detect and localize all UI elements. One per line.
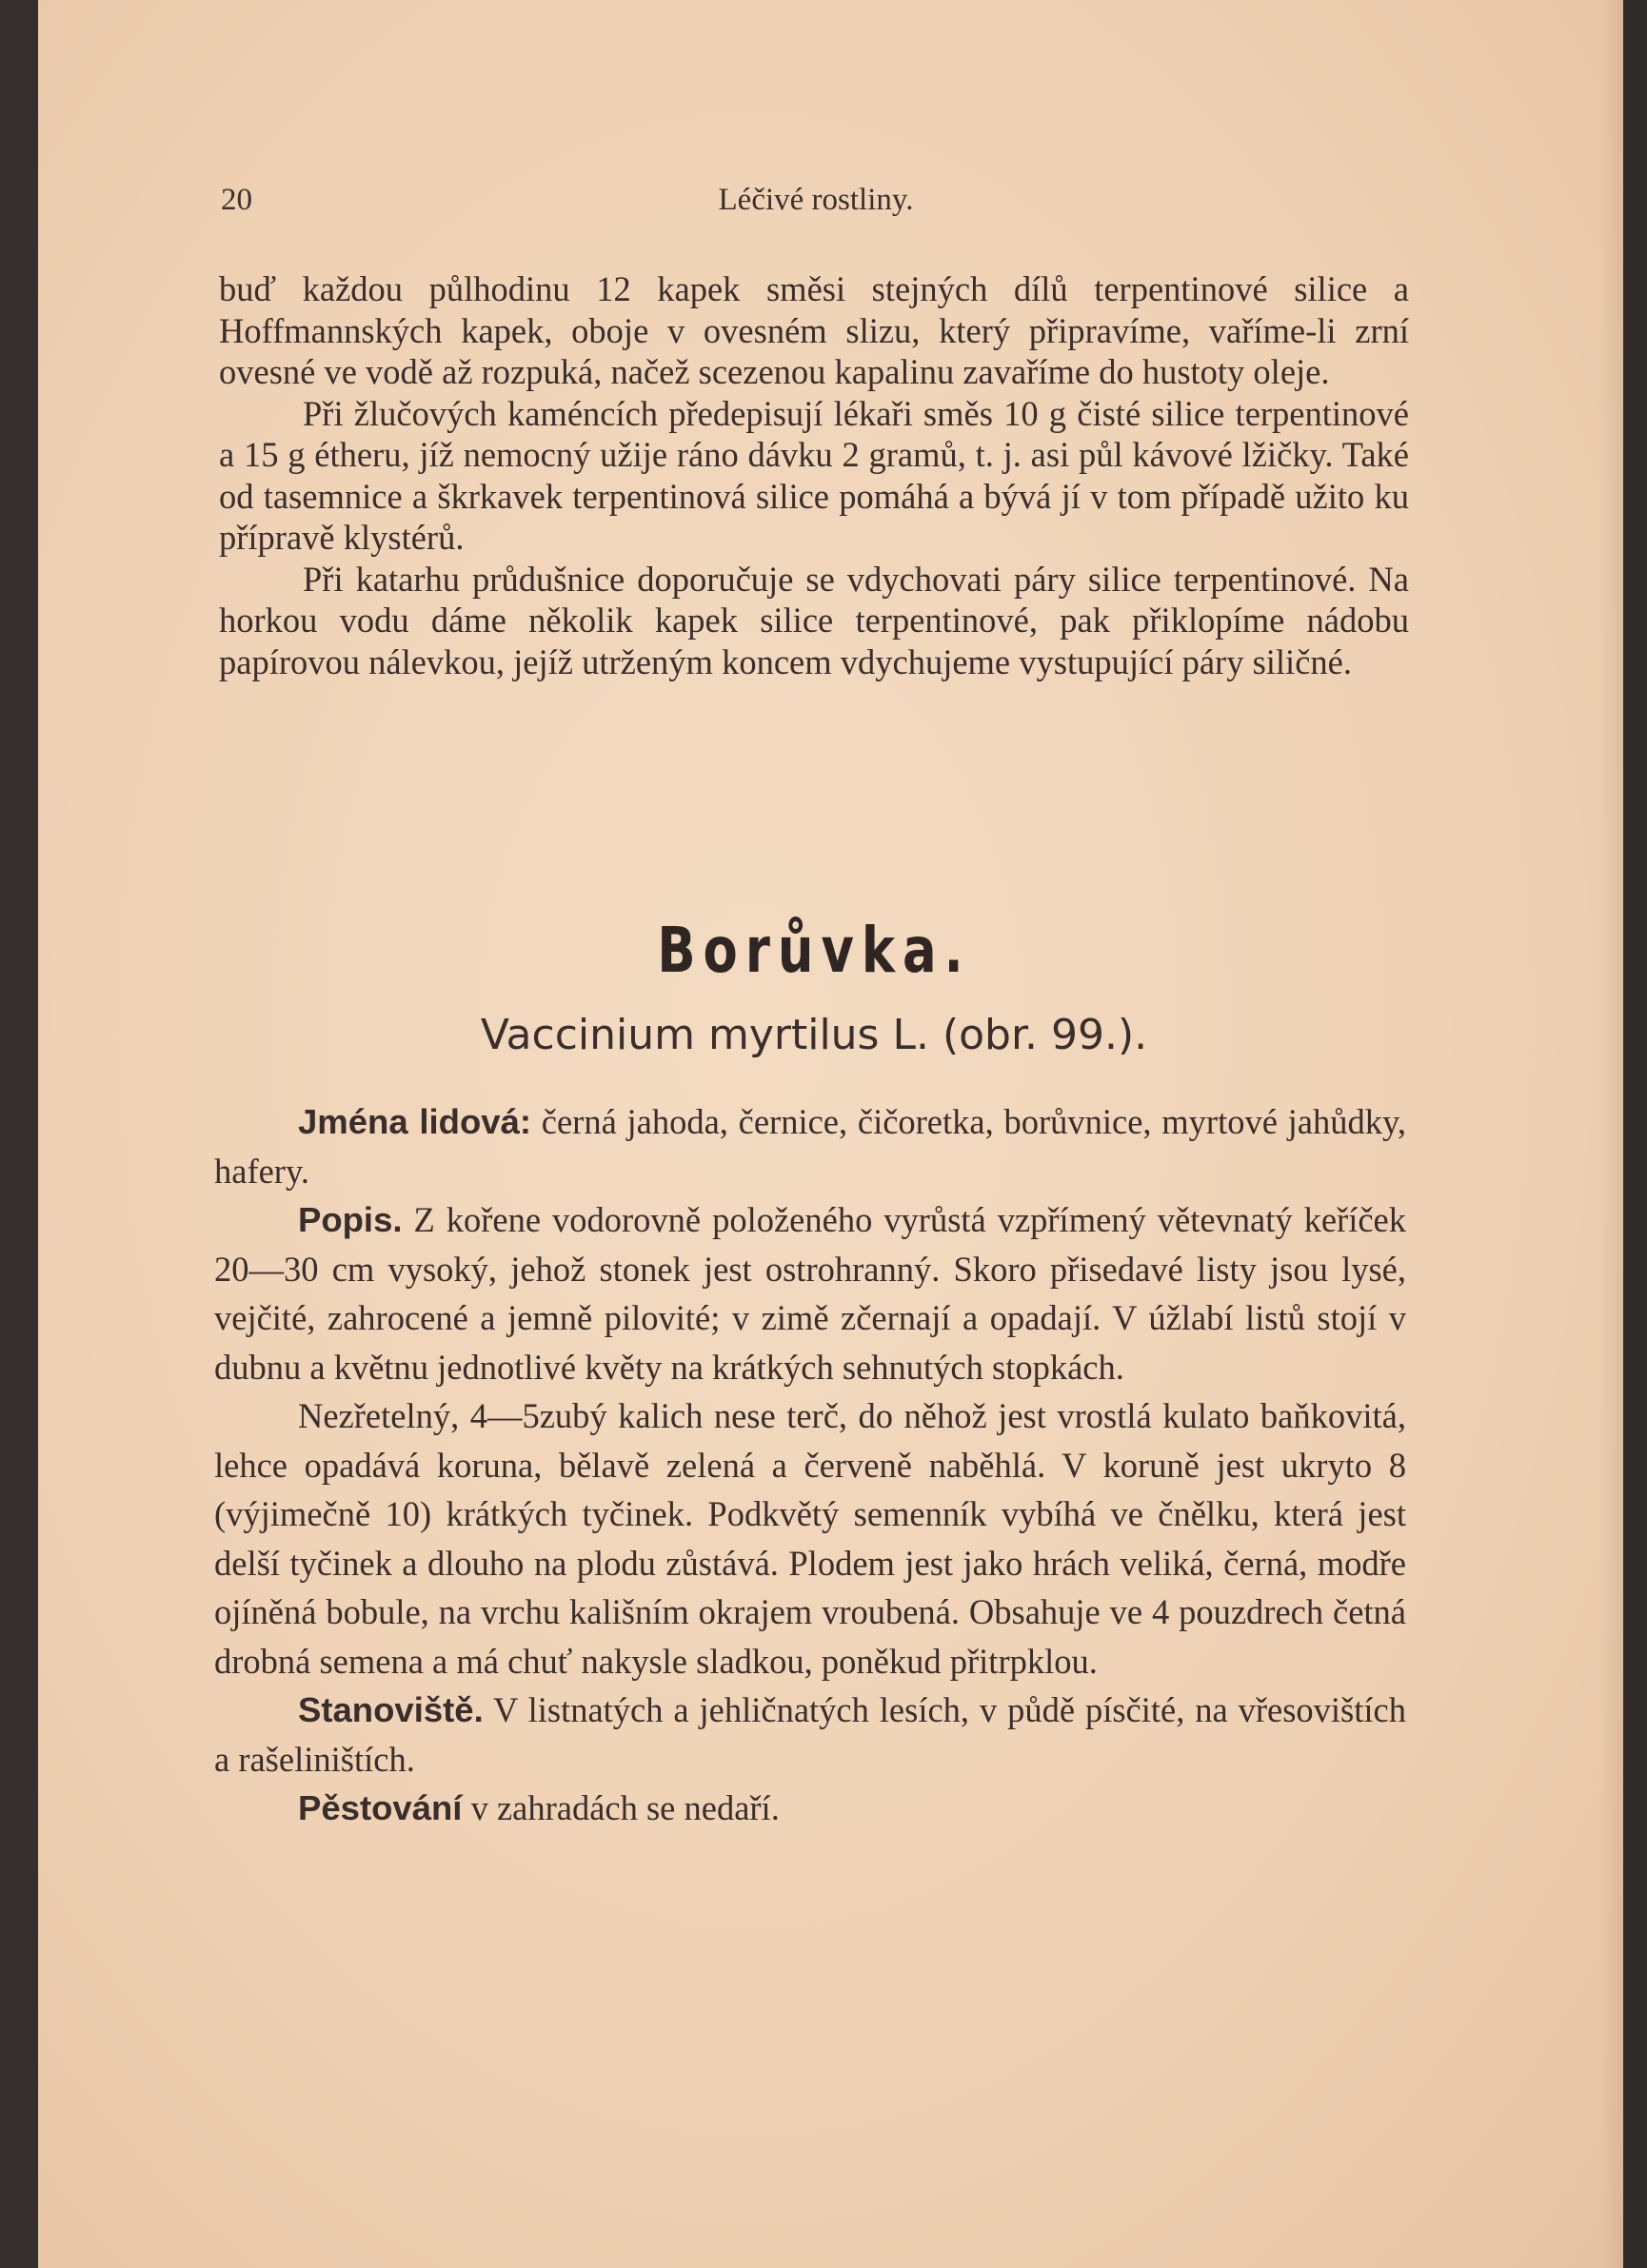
- popis-text: Z kořene vodorovně položeného vyrůstá vzpřímený větevnatý keříček 20—30 cm vysoký, jehož stonek jest ostrohranný. Skoro přisedavé listy jsou lysé, vejčité, zahrocené a jemně pilovité; v zimě zčernají a opadají. V úžlabí listů stojí v dubnu a květnu jednotlivé květy na krátkých sehnutých stopkách.: [214, 1200, 1406, 1387]
- names-text: černá jahoda, černice, čičoretka, borůvnice, myrtové jahůdky, hafery.: [214, 1102, 1406, 1191]
- pestovani-paragraph: [214, 1784, 1406, 1833]
- entry-title: Borůvka.: [657, 914, 971, 987]
- intro-paragraph-2: Při žlučových kaméncích předepisují lékaři směs 10 g čisté silice terpentinové a 15 g étheru, jíž nemocný užije ráno dávku 2 gramů, t. j. asi půl kávové lžičky. Také od tasemnice a škrkavek terpentinová silice pomáhá a bývá jí v tom případě užito ku přípravě klystérů.: [219, 393, 1409, 557]
- entry-body: [214, 1097, 1406, 1833]
- intro-paragraph-1: buď každou půlhodinu 12 kapek směsi stejných dílů terpentinové silice a Hoffmannských kapek, oboje v ovesném slizu, který připravíme, vaříme-li zrní ovesné ve vodě až rozpuká, načež scezenou kapalinu zavaříme do hustoty oleje.: [219, 269, 1409, 391]
- names-label: Jména lidová:: [298, 1102, 532, 1141]
- pestovani-label: Pěstování: [298, 1788, 463, 1827]
- pestovani-text: v zahradách se nedaří.: [462, 1788, 780, 1827]
- stanoviste-paragraph: [214, 1686, 1406, 1784]
- running-title: Léčivé rostliny.: [718, 183, 914, 217]
- intro-paragraph-3: Při katarhu průdušnice doporučuje se vdychovati páry silice terpentinové. Na horkou vodu dáme několik kapek silice terpentinové, pak přiklopíme nádobu papírovou nálevkou, jejíž utrženým koncem vdychujeme vystupující páry siličné.: [219, 559, 1409, 681]
- popis-paragraph: [214, 1195, 1406, 1391]
- flower-paragraph: Nezřetelný, 4—5zubý kalich nese terč, do něhož jest vrostlá kulato baňkovitá, lehce opadává koruna, bělavě zelená a červeně naběhlá. V koruně jest ukryto 8 (výjimečně 10) krátkých tyčinek. Podkvětý semenník vybíhá ve čnělku, která jest delší tyčinek a dlouho na plodu zůstává. Plodem jest jako hrách veliká, černá, modře ojíněná bobule, na vrchu kališním okrajem vroubená. Obsahuje ve 4 pouzdrech četná drobná semena a má chuť nakysle sladkou, poněkud přitrpklou.: [214, 1396, 1406, 1681]
- scan-edge: [1623, 0, 1647, 2268]
- popis-label: Popis.: [298, 1200, 403, 1239]
- page-header: [221, 183, 1411, 227]
- stanoviste-label: Stanoviště.: [298, 1690, 484, 1729]
- intro-text: [219, 268, 1409, 682]
- stanoviste-text: V listnatých a jehličnatých lesích, v půdě písčité, na vřesovištích a rašeliništích.: [214, 1690, 1406, 1779]
- names-paragraph: [214, 1097, 1406, 1195]
- page-number: 20: [221, 183, 252, 217]
- entry-subtitle: Vaccinium myrtilus L. (obr. 99.).: [480, 1011, 1148, 1059]
